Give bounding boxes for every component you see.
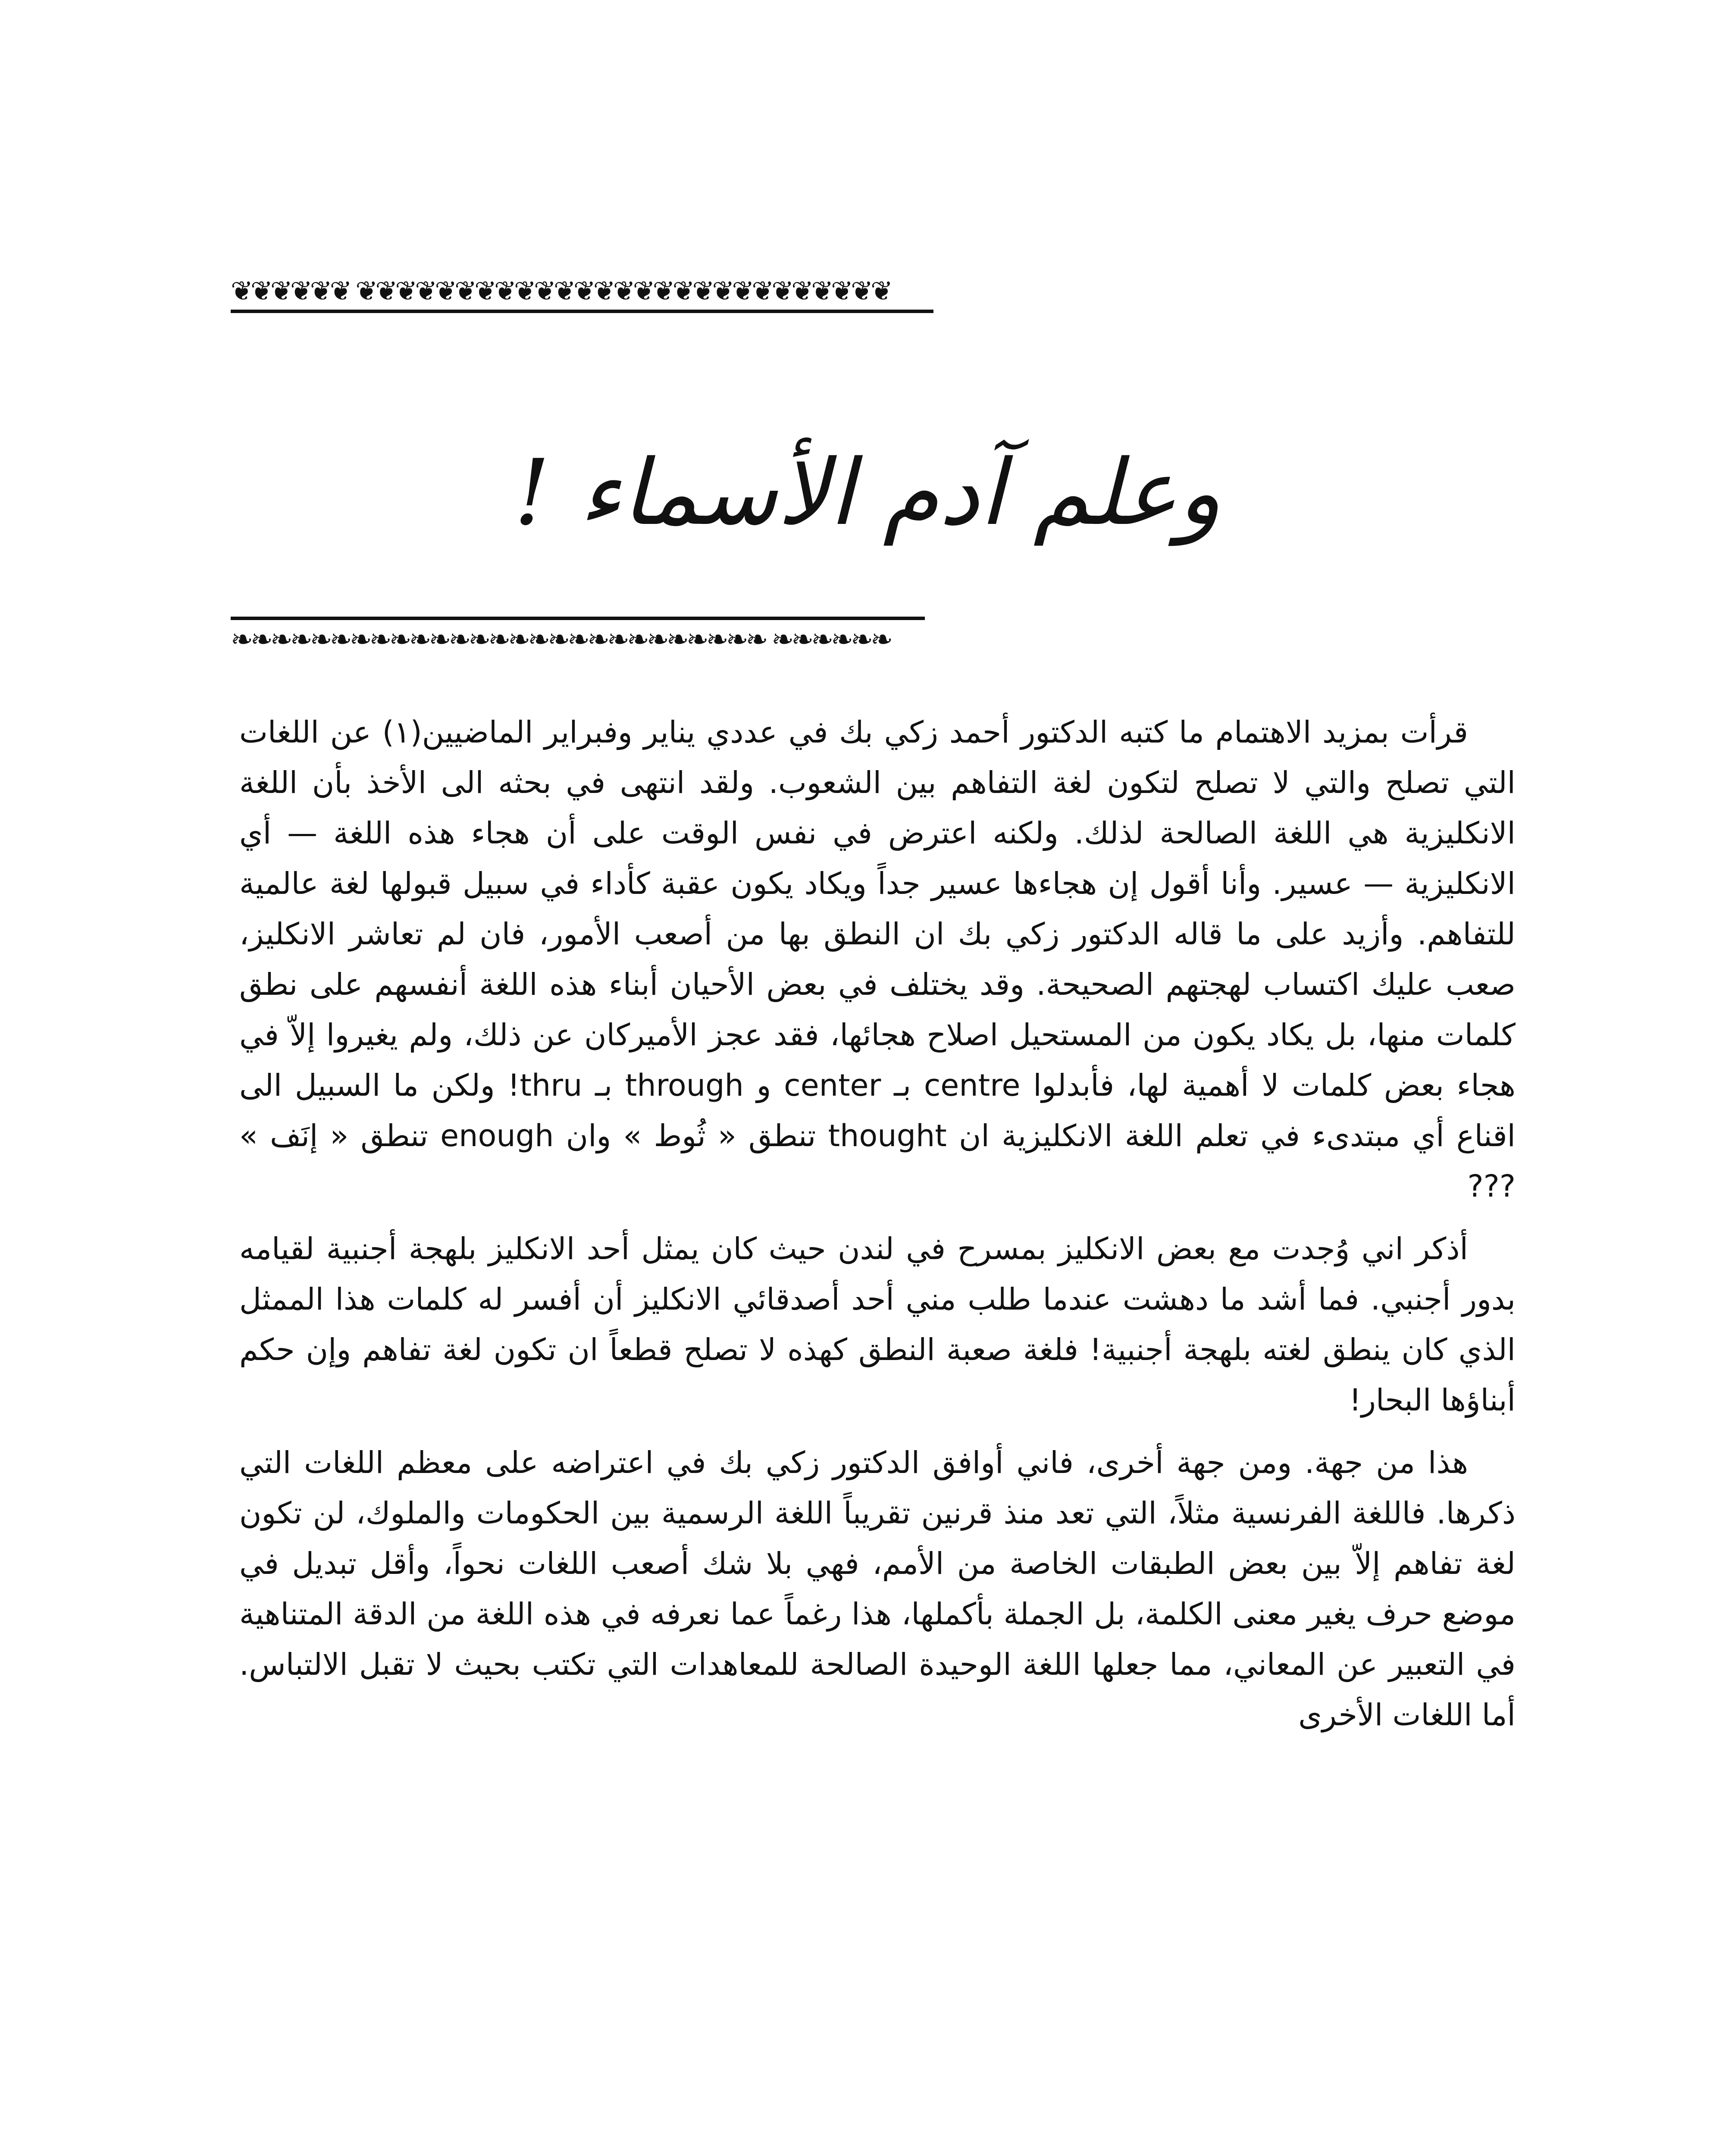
title-ornament-border: ❧❧❧❧❧❧❧❧❧❧❧❧❧❧❧❧❧❧❧❧❧❧❧❧❧❧❧ ❧❧❧❧❧❧ [231, 624, 891, 655]
paragraph-3: هذا من جهة. ومن جهة أخرى، فاني أوافق الدكتور زكي بك في اعتراضه على معظم اللغات التي ذكرها. فاللغة الفرنسية مثلاً، التي تعد منذ قرنين تقريباً اللغة الرسمية بين الحكومات والملوك، لن تكون لغة تفاهم إلاّ بين بعض الطبقات الخاصة من الأمم، فهي بلا شك أصعب اللغات نحواً، وأقل تبديل في موضع حرف يغير معنى الكلمة، بل الجملة بأكملها، هذا رغماً عما نعرفه في هذه اللغة من الدقة المتناهية في التعبير عن المعاني، مما جعلها اللغة الوحيدة الصالحة للمعاهدات التي تكتب بحيث لا تقبل الالتباس. أما اللغات الأخرى [239, 1445, 1516, 1733]
paragraph-2: أذكر اني وُجدت مع بعض الانكليز بمسرح في لندن حيث كان يمثل أحد الانكليز بلهجة أجنبية لقيامه بدور أجنبي. فما أشد ما دهشت عندما طلب مني أحد أصدقائي الانكليز أن أفسر له كلمات هذا الممثل الذي كان ينطق لغته بلهجة أجنبية! فلغة صعبة النطق كهذه لا تصلح قطعاً ان تكون لغة تفاهم وإن حكم أبناؤها البحار! [239, 1231, 1516, 1418]
article-title: وعلم آدم الأسماء ! [514, 440, 1221, 545]
top-rule [231, 310, 933, 313]
title-rule [231, 617, 925, 620]
top-ornament-border: ❦❦❦❦❦❦ ❦❦❦❦❦❦❦❦❦❦❦❦❦❦❦❦❦❦❦❦❦❦❦❦❦❦❦ [231, 276, 891, 306]
paragraph-1: قرأت بمزيد الاهتمام ما كتبه الدكتور أحمد زكي بك في عددي يناير وفبراير الماضيين(١) عن اللغات التي تصلح والتي لا تصلح لتكون لغة التفاهم بين الشعوب. ولقد انتهى في بحثه الى الأخذ بأن اللغة الانكليزية هي اللغة الصالحة لذلك. ولكنه اعترض في نفس الوقت على أن هجاء هذه اللغة — أي الانكليزية — عسير. وأنا أقول إن هجاءها عسير جداً ويكاد يكون عقبة كأداء في سبيل قبولها لغة عالمية للتفاهم. وأزيد على ما قاله الدكتور زكي بك ان النطق بها من أصعب الأمور، فان لم تعاشر الانكليز، صعب عليك اكتساب لهجتهم الصحيحة. وقد يختلف في بعض الأحيان أبناء هذه اللغة أنفسهم على نطق كلمات منها، بل يكاد يكون من المستحيل اصلاح هجائها، فقد عجز الأميركان عن ذلك، ولم يغيروا إلاّ في هجاء بعض كلمات لا أهمية لها، فأبدلوا centre بـ center و through بـ thru! ولكن ما السبيل الى اقناع أي مبتدىء في تعلم اللغة الانكليزية ان thought تنطق « ثُوط » وان enough تنطق « إنَف » ??? [239, 714, 1516, 1204]
article-body [239, 707, 1516, 1752]
